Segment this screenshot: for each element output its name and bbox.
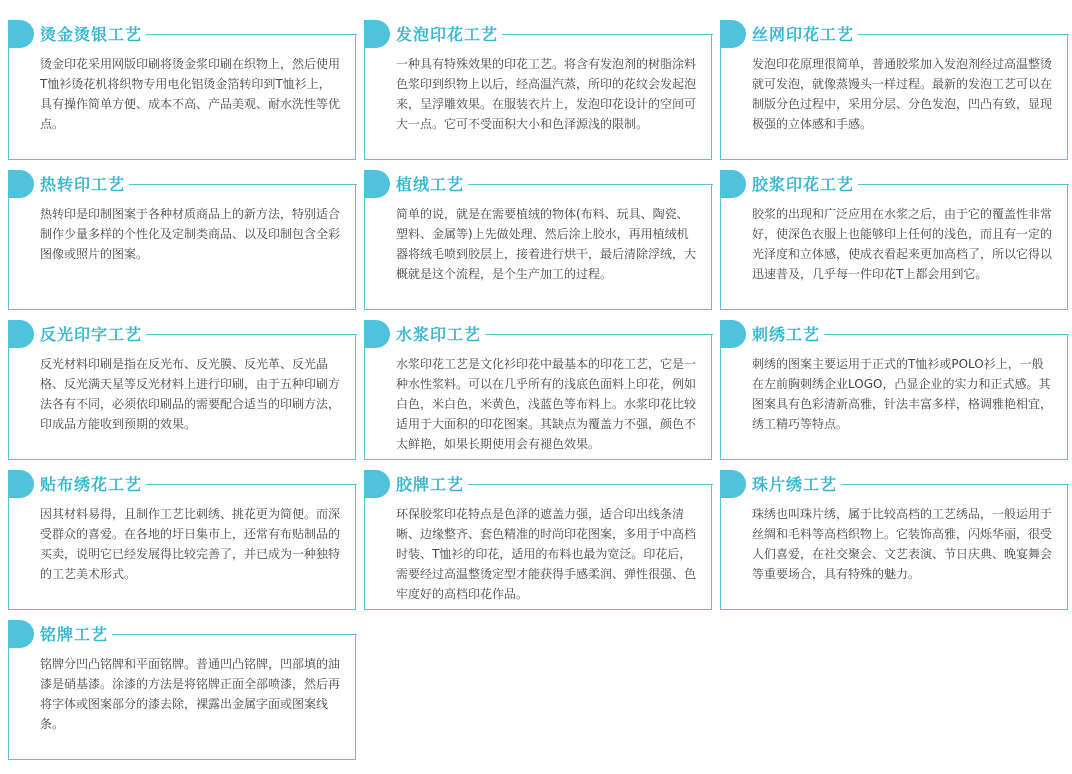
card-header xyxy=(364,320,713,350)
header-tab-marker xyxy=(8,20,34,48)
header-tab-marker xyxy=(720,320,746,348)
card-header xyxy=(8,620,357,650)
process-card xyxy=(720,25,1068,160)
header-tab-marker xyxy=(364,470,390,498)
card-header xyxy=(364,470,713,500)
header-tab-marker xyxy=(8,320,34,348)
header-rule xyxy=(112,634,357,635)
card-header xyxy=(720,470,1069,500)
card-header xyxy=(720,320,1069,350)
process-card xyxy=(720,325,1068,460)
process-card xyxy=(8,325,356,460)
card-title: 胶浆印花工艺 xyxy=(750,172,858,198)
card-description: 水浆印花工艺是文化衫印花中最基本的印花工艺，它是一种水性浆料。可以在几乎所有的浅底色面料上印花，例如白色，米白色，米黄色，浅蓝色等布料上。水浆印花比较适用于大面积的印花图案。其缺点为覆盖力不强，颜色不太鲜艳，如果长期使用会有褪色效果。 xyxy=(396,357,697,451)
header-rule xyxy=(824,334,1069,335)
card-description: 刺绣的图案主要运用于正式的T恤衫或POLO衫上，一般在左前胸刺绣企业LOGO，凸显企业的实力和正式感。其图案具有色彩清新高雅，针法丰富多样，格调雅艳相宜，绣工精巧等特点。 xyxy=(752,357,1053,431)
card-title: 植绒工艺 xyxy=(394,172,468,198)
card-title: 烫金烫银工艺 xyxy=(38,22,146,48)
header-tab-marker xyxy=(8,170,34,198)
header-rule xyxy=(858,34,1069,35)
process-card xyxy=(8,625,356,760)
header-tab-marker xyxy=(8,620,34,648)
header-tab-marker xyxy=(720,170,746,198)
card-title: 热转印工艺 xyxy=(38,172,129,198)
card-description: 铭牌分凹凸铭牌和平面铭牌。普通凹凸铭牌，凹部填的油漆是硝基漆。涂漆的方法是将铭牌正面全部喷漆，然后再将字体或图案部分的漆去除，裸露出金属字面或图案线条。 xyxy=(40,657,341,731)
process-card xyxy=(720,175,1068,310)
card-description: 胶浆的出现和广泛应用在水浆之后，由于它的覆盖性非常好，使深色衣服上也能够印上任何的浅色，而且有一定的光泽度和立体感，使成衣看起来更加高档了，所以它得以迅速普及，几乎每一件印花T上都会用到它。 xyxy=(752,207,1053,281)
header-tab-marker xyxy=(364,170,390,198)
card-description: 发泡印花原理很简单，普通胶浆加入发泡剂经过高温整烫就可发泡，就像蒸馒头一样过程。最新的发泡工艺可以在 制版分色过程中，采用分层、分色发泡，凹凸有致，显现极强的立体感和手感。 xyxy=(752,57,1053,131)
header-rule xyxy=(468,484,713,485)
card-title: 反光印字工艺 xyxy=(38,322,146,348)
header-rule xyxy=(468,184,713,185)
card-title: 胶牌工艺 xyxy=(394,472,468,498)
header-rule xyxy=(146,484,357,485)
process-card xyxy=(8,175,356,310)
header-tab-marker xyxy=(364,20,390,48)
process-card xyxy=(8,475,356,610)
card-header xyxy=(364,20,713,50)
card-title: 水浆印工艺 xyxy=(394,322,485,348)
card-title: 丝网印花工艺 xyxy=(750,22,858,48)
header-rule xyxy=(858,184,1069,185)
card-title: 铭牌工艺 xyxy=(38,622,112,648)
header-rule xyxy=(146,334,357,335)
process-card xyxy=(364,175,712,310)
card-title: 发泡印花工艺 xyxy=(394,22,502,48)
card-description: 简单的说，就是在需要植绒的物体(布料、玩具、陶瓷、塑料、金属等)上先做处理、然后涂上胶水，再用植绒机器将绒毛喷到胶层上，接着进行烘干，最后清除浮绒，大概就是这个流程，是个生产加工的过程。 xyxy=(396,207,697,281)
card-description: 一种具有特殊效果的印花工艺。将含有发泡剂的树脂涂料色浆印到织物上以后，经高温汽蒸，所印的花纹会发起泡来，呈浮雕效果。在服装衣片上，发泡印花设计的空间可大一点。它可不受面积大小和色泽源浅的限制。 xyxy=(396,57,697,131)
card-header xyxy=(8,470,357,500)
header-rule xyxy=(146,34,357,35)
card-header xyxy=(720,170,1069,200)
card-header xyxy=(8,320,357,350)
header-rule xyxy=(841,484,1069,485)
process-card xyxy=(364,325,712,460)
process-card xyxy=(364,25,712,160)
card-description: 环保胶浆印花特点是色泽的遮盖力强，适合印出线条清晰、边缘整齐、套色精准的时尚印花图案，多用于中高档时装、T恤衫的印花，适用的布料也最为宽泛。印花后，需要经过高温整烫定型才能获得手感柔润、弹性很强、色牢度好的高档印花作品。 xyxy=(396,507,697,601)
header-tab-marker xyxy=(720,20,746,48)
card-title: 贴布绣花工艺 xyxy=(38,472,146,498)
card-description: 珠绣也叫珠片绣，属于比较高档的工艺绣品，一般运用于丝绸和毛料等高档织物上。它装饰高雅，闪烁华丽，很受人们喜爱，在社交聚会、文艺表演、节日庆典、晚宴舞会等重要场合，具有特殊的魅力。 xyxy=(752,507,1053,581)
card-header xyxy=(364,170,713,200)
card-header xyxy=(8,20,357,50)
card-description: 反光材料印刷是指在反光布、反光膜、反光革、反光晶格、反光满天星等反光材料上进行印刷，由于五种印刷方法各有不同，必须依印刷品的需要配合适当的印刷方法，印成品方能收到预期的效果。 xyxy=(40,357,341,431)
process-card xyxy=(8,25,356,160)
header-tab-marker xyxy=(720,470,746,498)
card-header xyxy=(720,20,1069,50)
card-description: 因其材料易得，且制作工艺比刺绣、挑花更为简便。而深受群众的喜爱。在各地的圩日集市上，还常有布贴制品的买卖，说明它已经发展得比较完善了，并已成为一种独特的工艺美术形式。 xyxy=(40,507,341,581)
card-header xyxy=(8,170,357,200)
process-card xyxy=(364,475,712,610)
card-title: 珠片绣工艺 xyxy=(750,472,841,498)
header-rule xyxy=(129,184,357,185)
header-tab-marker xyxy=(8,470,34,498)
header-rule xyxy=(485,334,713,335)
card-title: 刺绣工艺 xyxy=(750,322,824,348)
process-card xyxy=(720,475,1068,610)
card-description: 烫金印花采用网版印刷将烫金浆印刷在织物上，然后使用T恤衫烫花机将织物专用电化铝烫金箔转印到T恤衫上，具有操作简单方便、成本不高、产品美观、耐水洗性等优点。 xyxy=(40,57,341,131)
header-tab-marker xyxy=(364,320,390,348)
header-rule xyxy=(502,34,713,35)
card-description: 热转印是印制图案于各种材质商品上的新方法，特别适合制作少量多样的个性化及定制类商品、以及印制包含全彩图像或照片的图案。 xyxy=(40,207,341,261)
